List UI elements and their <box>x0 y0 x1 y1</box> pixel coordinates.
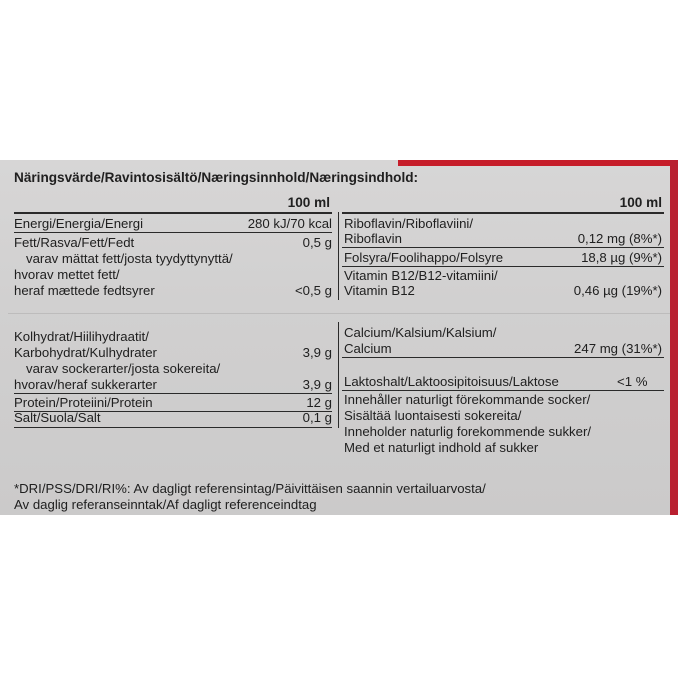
footnote-line2: Av daglig referanseinntak/Af dagligt referenceindtag <box>14 497 317 512</box>
column-divider-lower <box>338 322 339 428</box>
row-rule <box>342 247 664 248</box>
row-rule <box>14 427 332 428</box>
sugar-note-line4: Med et naturligt indhold af sukker <box>344 440 539 455</box>
right-header-rule <box>342 212 664 214</box>
footnote-line1: *DRI/PSS/DRI/RI%: Av dagligt referensintag/Päivittäisen saannin vertailuarvosta/ <box>14 481 486 496</box>
vitamin-b12-label-line1: Vitamin B12/B12-vitamiini/ <box>344 268 498 283</box>
row-rule <box>14 393 332 394</box>
calcium-label-line1: Calcium/Kalsium/Kalsium/ <box>344 325 497 340</box>
protein-label: Protein/Proteiini/Protein <box>14 395 153 410</box>
salt-label: Salt/Suola/Salt <box>14 410 101 425</box>
lactose-label: Laktoshalt/Laktoosipitoisuus/Laktose <box>344 374 559 389</box>
packaging-red-edge <box>670 160 678 515</box>
folic-acid-value: 18,8 µg (9%*) <box>581 250 662 265</box>
saturated-fat-label-line3: heraf mættede fedtsyrer <box>14 283 155 298</box>
energy-value: 280 kJ/70 kcal <box>247 216 332 231</box>
calcium-value: 247 mg (31%*) <box>574 341 662 356</box>
saturated-fat-label-line2: hvorav mettet fett/ <box>14 267 120 282</box>
riboflavin-value: 0,12 mg (8%*) <box>577 231 662 246</box>
row-rule <box>14 232 332 233</box>
saturated-fat-value: <0,5 g <box>294 283 332 298</box>
vitamin-b12-value: 0,46 µg (19%*) <box>573 283 662 298</box>
left-header-rule <box>14 212 332 214</box>
sugars-value: 3,9 g <box>302 377 332 392</box>
folic-acid-label: Folsyra/Foolihappo/Folsyre <box>344 250 504 265</box>
right-column-header: 100 ml <box>619 195 662 210</box>
left-column-header: 100 ml <box>287 195 330 210</box>
sugar-note-line3: Inneholder naturlig forekommende sukker/ <box>344 424 592 439</box>
lactose-value: <1 % <box>617 374 648 389</box>
carbohydrate-value: 3,9 g <box>302 345 332 360</box>
carbohydrate-label-line1: Kolhydrat/Hiilihydraatit/ <box>14 329 149 344</box>
protein-value: 12 g <box>306 395 332 410</box>
calcium-label-line2: Calcium <box>344 341 392 356</box>
sugar-note-line1: Innehåller naturligt förekommande socker/ <box>344 392 591 407</box>
salt-value: 0,1 g <box>302 410 332 425</box>
fat-label: Fett/Rasva/Fett/Fedt <box>14 235 135 250</box>
energy-label: Energi/Energia/Energi <box>14 216 144 231</box>
panel-fold <box>8 313 670 314</box>
column-divider-upper <box>338 212 339 300</box>
sugars-label-line2: hvorav/heraf sukkerarter <box>14 377 157 392</box>
riboflavin-label-line2: Riboflavin <box>344 231 402 246</box>
saturated-fat-label-line1: varav mättat fett/josta tyydyttynyttä/ <box>26 251 233 266</box>
row-rule <box>342 390 664 391</box>
fat-value: 0,5 g <box>302 235 332 250</box>
sugar-note-line2: Sisältää luontaisesti sokereita/ <box>344 408 522 423</box>
nutrition-title: Näringsvärde/Ravintosisältö/Næringsinnhold/Næringsindhold: <box>14 170 419 185</box>
carbohydrate-label-line2: Karbohydrat/Kulhydrater <box>14 345 157 360</box>
vitamin-b12-label-line2: Vitamin B12 <box>344 283 415 298</box>
riboflavin-label-line1: Riboflavin/Riboflaviini/ <box>344 216 474 231</box>
packaging-red-strip <box>398 160 678 166</box>
row-rule <box>342 266 664 267</box>
sugars-label-line1: varav sockerarter/josta sokereita/ <box>26 361 221 376</box>
row-rule <box>342 357 664 358</box>
